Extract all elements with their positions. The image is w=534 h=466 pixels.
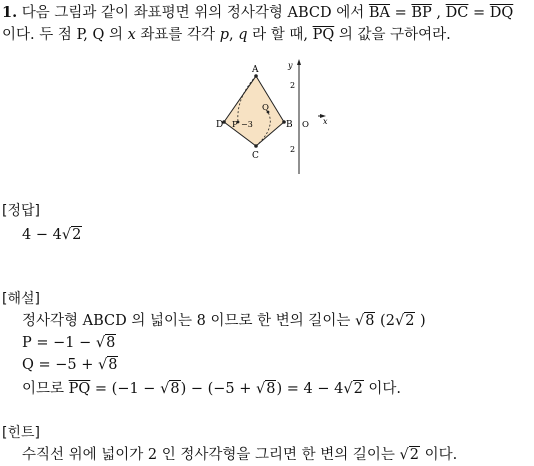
separator: , — [431, 5, 446, 21]
solution-text: P = −1 − — [22, 335, 96, 351]
label-origin: O — [302, 120, 309, 130]
solution-text: ) = 4 − 4 — [276, 381, 344, 397]
hint-text: 이다. — [419, 447, 458, 463]
problem-text: 좌표를 각각 — [135, 27, 220, 43]
solution-text: ) — [415, 313, 426, 329]
coordinate-figure — [214, 58, 334, 178]
problem-number: 1. — [2, 4, 18, 21]
segment-PQ: $\overline{PQ}$ — [312, 27, 335, 43]
radicand: 8 — [170, 381, 180, 397]
answer-value — [22, 226, 82, 244]
var-x: x — [127, 27, 136, 43]
segment-PQ: $\overline{PQ}$ — [68, 381, 91, 397]
problem-text: 다음 그림과 같이 좌표평면 위의 정사각형 ABCD 에서 — [21, 5, 369, 21]
solution-text: 정사각형 ABCD 의 넓이는 8 이므로 한 변의 길이는 — [22, 313, 355, 329]
radicand: 2 — [405, 313, 415, 329]
tick-label-top: 2 — [290, 81, 296, 90]
label-minus-3: −3 — [241, 120, 253, 129]
sqrt: √2 — [399, 447, 419, 463]
solution-line-1 — [22, 312, 426, 330]
point-C-dot — [254, 144, 258, 148]
sqrt: √2 — [394, 313, 415, 329]
hint-line — [22, 446, 457, 464]
sqrt: √2 — [61, 227, 82, 243]
segment-BA: $\overline{BA}$ — [368, 5, 391, 21]
segment-DC: $\overline{DC}$ — [445, 5, 469, 21]
hint-text: 수직선 위에 넓이가 2 인 정사각형을 그리면 한 변의 길이는 — [22, 447, 400, 463]
segment-DQ: $\overline{DQ}$ — [489, 5, 514, 21]
tick-label-bottom: 2 — [290, 145, 296, 154]
radicand: 8 — [365, 313, 375, 329]
problem-text: 의 값을 구하여라. — [334, 27, 451, 43]
sqrt: √8 — [98, 357, 118, 373]
problem-line-1 — [2, 4, 513, 22]
sqrt: √8 — [160, 381, 180, 397]
label-Q: Q — [262, 103, 269, 113]
solution-text: Q = −5 + — [22, 357, 98, 373]
solution-line-2 — [22, 334, 116, 352]
label-D: D — [216, 120, 224, 130]
solution-text: (2 — [375, 313, 395, 329]
radicand: 2 — [409, 447, 419, 463]
sqrt: √8 — [95, 335, 116, 351]
label-C: C — [252, 151, 259, 161]
var-p: p — [219, 27, 229, 43]
hint-header: [힌트] — [2, 425, 40, 441]
radicand: 8 — [266, 381, 276, 397]
label-y-axis: y — [288, 61, 293, 70]
radicand: 8 — [106, 335, 116, 351]
comma: , — [228, 27, 239, 43]
y-axis-arrow — [297, 59, 301, 65]
equals-sign: = — [390, 5, 412, 21]
sqrt: √8 — [256, 381, 276, 397]
answer-prefix: 4 − 4 — [22, 227, 62, 243]
solution-line-3 — [22, 356, 118, 374]
segment-BP: $\overline{BP}$ — [411, 5, 432, 21]
problem-text: 이다. 두 점 P, Q 의 — [2, 27, 128, 43]
radicand: 8 — [108, 357, 118, 373]
solution-line-4 — [22, 380, 401, 398]
sqrt: √2 — [343, 381, 363, 397]
problem-text: 라 할 때, — [247, 27, 313, 43]
radicand: 2 — [72, 227, 82, 243]
label-P: P — [232, 120, 238, 130]
equals-sign: = — [468, 5, 490, 21]
var-q: q — [238, 27, 248, 43]
solution-text: ) − (−5 + — [180, 381, 256, 397]
problem-line-2 — [2, 26, 451, 44]
label-x-axis: x — [323, 117, 328, 126]
label-B: B — [286, 120, 293, 130]
label-A: A — [252, 65, 259, 75]
solution-header: [해설] — [2, 291, 40, 307]
square-ABCD — [224, 76, 284, 146]
radicand: 2 — [353, 381, 363, 397]
solution-text: 이므로 — [22, 381, 69, 397]
sqrt: √8 — [354, 313, 375, 329]
answer-header: [정답] — [2, 203, 40, 219]
solution-text: = (−1 − — [90, 381, 161, 397]
solution-text: 이다. — [363, 381, 402, 397]
